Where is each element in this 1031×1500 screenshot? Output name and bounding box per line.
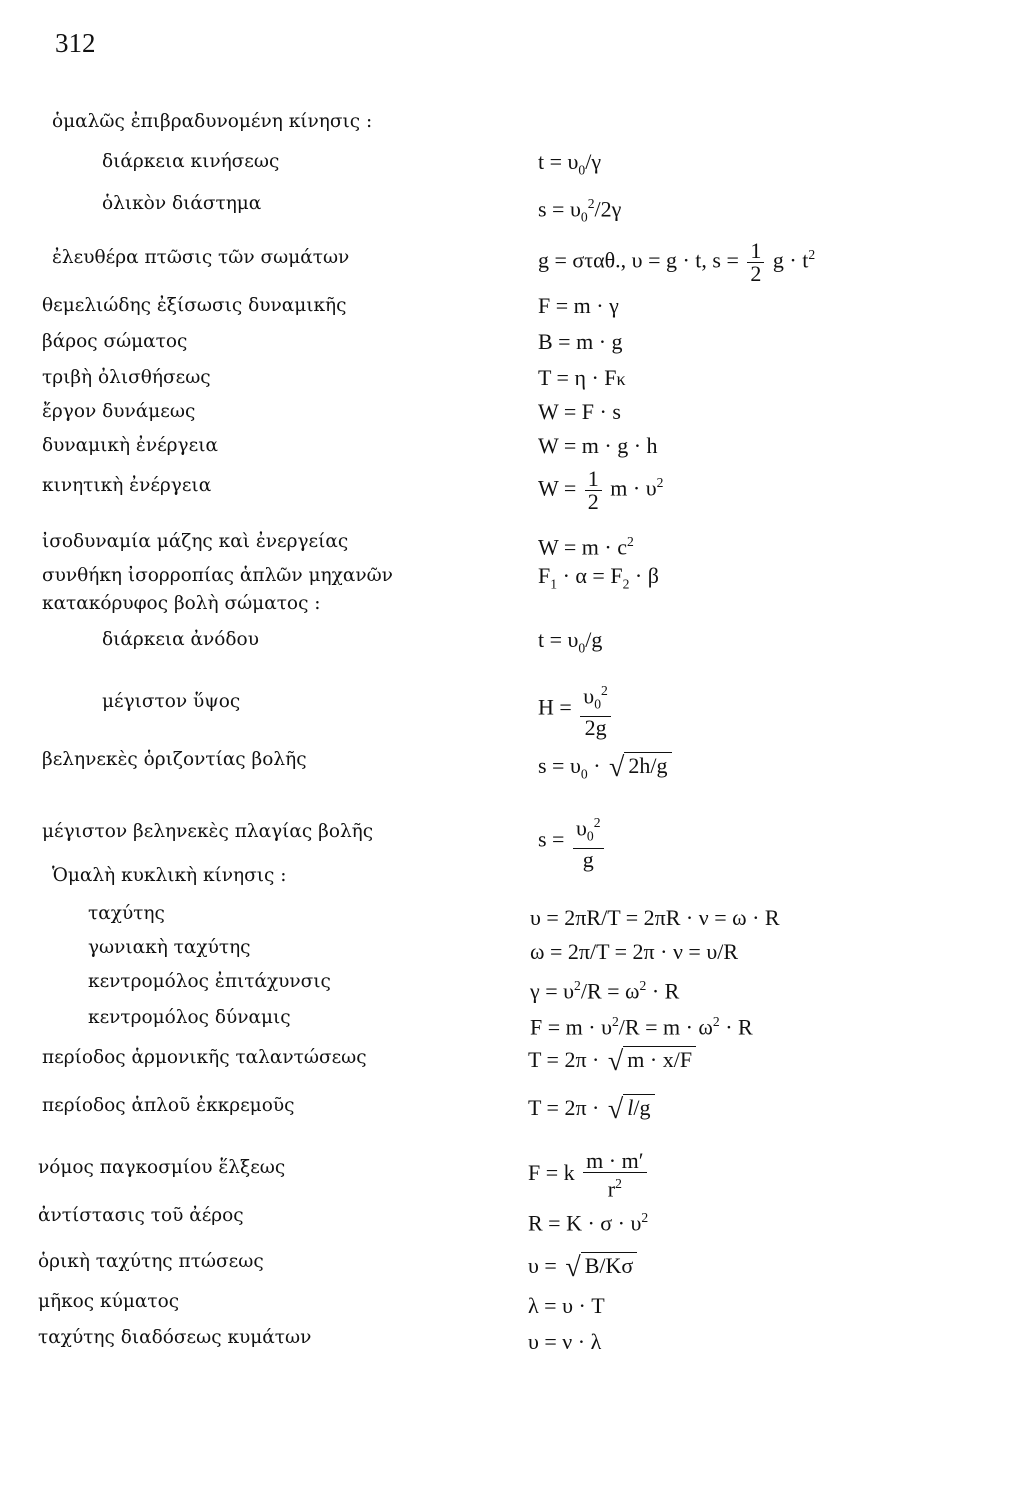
formula: $F_1 \cdot \alpha = F_2 \cdot \beta$	[538, 563, 659, 592]
formula: W = $\frac{1}{2}$ $m \cdot \upsilon^2$	[538, 466, 664, 514]
formula: H = $\frac{\upsilon_0^2}{2g}$	[538, 680, 614, 739]
formula-row-dynamics	[0, 294, 1031, 334]
formula-row-centripetal-force	[0, 1006, 1031, 1046]
formula: $s = \upsilon_0^2/2\gamma$	[538, 196, 622, 225]
formula: υ = 2πR/T = 2πR · ν = ω · R	[530, 905, 780, 930]
formula-row-max-oblique-range	[0, 815, 1031, 872]
formula: $\gamma = \upsilon^2/R = \omega^2 \cdot R$	[530, 978, 680, 1004]
row-label: ἰσοδυναμία μάζης καὶ ἐνεργείας	[42, 531, 349, 552]
page-number: 312	[55, 28, 96, 58]
row-label: ὁρικὴ ταχύτης πτώσεως	[38, 1251, 264, 1272]
row-label: περίοδος ἁρμονικῆς ταλαντώσεως	[42, 1047, 367, 1068]
row-label: μῆκος κύματος	[38, 1291, 180, 1312]
row-label: ὁλικὸν διάστημα	[102, 193, 262, 214]
formula-row-kinetic-energy	[0, 466, 1031, 514]
row-label: κατακόρυφος βολὴ σώματος :	[42, 593, 321, 614]
formula-row-gravitation	[0, 1148, 1031, 1202]
formula: F = k $\frac{m \cdot m'}{r^2}$	[528, 1150, 650, 1200]
formula-row-harmonic-period	[0, 1046, 1031, 1086]
formula-row-terminal-velocity	[0, 1250, 1031, 1290]
formula: F = m · γ	[538, 293, 619, 318]
formula: υ = √ B/Kσ	[528, 1254, 637, 1280]
row-label: κεντρομόλος ἐπιτάχυνσις	[88, 971, 331, 992]
formula: υ = ν · λ	[528, 1329, 602, 1354]
row-label: γωνιακὴ ταχύτης	[88, 937, 251, 958]
formula-row-duration	[0, 150, 1031, 190]
row-label: μέγιστον ὕψος	[102, 691, 241, 712]
formula: $R = K \cdot \sigma \cdot \upsilon^2$	[528, 1210, 649, 1236]
row-label: νόμος παγκοσμίου ἕλξεως	[38, 1157, 286, 1178]
formula: s = $\frac{\upsilon_0^2}{g}$	[538, 812, 607, 871]
formula: ω = 2π/T = 2π · ν = υ/R	[530, 939, 739, 964]
formula-row-weight	[0, 330, 1031, 370]
formula: $t = \upsilon_0/g$	[538, 627, 603, 656]
row-label: διάρκεια ἀνόδου	[102, 629, 259, 650]
formula-row-free-fall	[0, 238, 1031, 286]
formula-row-air-resistance	[0, 1204, 1031, 1244]
formula-row-horizontal-range	[0, 748, 1031, 788]
row-label: ὁμαλῶς ἐπιβραδυνομένη κίνησις :	[52, 111, 373, 132]
formula: T = η · Fκ	[538, 365, 626, 390]
formula-row-potential-energy	[0, 434, 1031, 474]
row-label: θεμελιώδης ἐξίσωσις δυναμικῆς	[42, 295, 347, 316]
formula: T = 2π · √ l/g	[528, 1096, 655, 1122]
formula: B = m · g	[538, 329, 623, 354]
section-heading-circular-motion	[0, 864, 1031, 904]
row-label: Ὁμαλὴ κυκλικὴ κίνησις :	[52, 865, 287, 886]
row-label: συνθήκη ἰσορροπίας ἁπλῶν μηχανῶν	[42, 565, 393, 586]
row-label: περίοδος ἁπλοῦ ἐκκρεμοῦς	[42, 1095, 295, 1116]
formula: g = σταθ., υ = g · t, s = $\frac{1}{2}$ $g \cdot t^2$	[538, 238, 816, 286]
formula: $s = \upsilon_0$ · √ 2h/g	[538, 754, 672, 786]
formula: W = F · s	[538, 399, 621, 424]
formula: $F = m \cdot \upsilon^2/R = m \cdot \omega^2 \cdot R$	[530, 1014, 753, 1040]
row-label: τριβὴ ὀλισθήσεως	[42, 367, 211, 388]
row-label: ταχύτης	[88, 903, 165, 924]
formula: $t = \upsilon_0/\gamma$	[538, 149, 602, 178]
formula-row-wave-speed	[0, 1326, 1031, 1366]
row-label: ἐλευθέρα πτῶσις τῶν σωμάτων	[52, 247, 350, 268]
formula-row-total-distance	[0, 192, 1031, 232]
formula: $W = m \cdot c^2$	[538, 534, 634, 560]
formula-row-wavelength	[0, 1290, 1031, 1330]
row-label: μέγιστον βεληνεκὲς πλαγίας βολῆς	[42, 821, 374, 842]
section-heading-vertical-throw	[0, 592, 1031, 632]
formula-row-pendulum-period	[0, 1094, 1031, 1134]
row-label: κινητικὴ ἐνέργεια	[42, 475, 212, 496]
formula-row-max-height	[0, 683, 1031, 740]
formula-row-centripetal-acceleration	[0, 970, 1031, 1010]
row-label: δυναμικὴ ἐνέργεια	[42, 435, 218, 456]
row-label: ἔργον δυνάμεως	[42, 401, 196, 422]
row-label: διάρκεια κινήσεως	[102, 151, 280, 172]
row-label: βάρος σώματος	[42, 331, 188, 352]
formula: T = 2π · √ m · x/F	[528, 1048, 696, 1074]
formula: W = m · g · h	[538, 433, 658, 458]
formula: λ = υ · T	[528, 1293, 605, 1318]
row-label: κεντρομόλος δύναμις	[88, 1007, 291, 1028]
row-label: ταχύτης διαδόσεως κυμάτων	[38, 1327, 312, 1348]
row-label: ἀντίστασις τοῦ ἀέρος	[38, 1205, 244, 1226]
row-label: βεληνεκὲς ὁριζοντίας βολῆς	[42, 749, 307, 770]
formula-row-ascent-duration	[0, 628, 1031, 668]
section-heading-decelerated-motion	[0, 110, 1031, 150]
